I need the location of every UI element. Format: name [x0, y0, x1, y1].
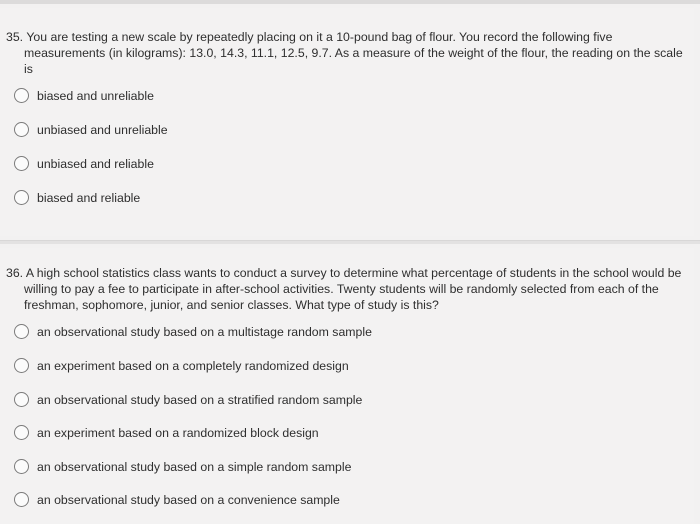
question-36-options [0, 248, 694, 524]
q35-option-4[interactable] [14, 190, 140, 205]
q35-option-1[interactable] [14, 88, 154, 103]
radio-button[interactable] [14, 156, 29, 171]
q35-option-1-label: biased and unreliable [37, 88, 154, 103]
q36-option-2-label: an experiment based on a completely randomized design [37, 358, 349, 373]
radio-button[interactable] [14, 190, 29, 205]
question-35-prompt: You are testing a new scale by repeatedly placing on it a 10-pound bag of flour. You record the following five measurements (in kilograms): 13.0, 14.3, 11.1, 12.5, 9.7. As a measure of the weight of the flour, the reading on the scale is [24, 30, 683, 76]
radio-button[interactable] [14, 324, 29, 339]
top-border [0, 0, 700, 4]
q35-option-2[interactable] [14, 122, 168, 137]
q35-option-3-label: unbiased and reliable [37, 156, 154, 171]
radio-button[interactable] [14, 122, 29, 137]
q36-option-3-label: an observational study based on a stratified random sample [37, 392, 363, 407]
q36-option-6-label: an observational study based on a convenience sample [37, 492, 340, 507]
question-35-card [0, 8, 694, 236]
q35-option-3[interactable] [14, 156, 154, 171]
q36-option-5[interactable] [14, 459, 351, 474]
radio-button[interactable] [14, 88, 29, 103]
question-36-number: 36. [6, 266, 24, 280]
q35-option-2-label: unbiased and unreliable [37, 122, 168, 137]
question-36-prompt: A high school statistics class wants to conduct a survey to determine what percentage of students in the school would be willing to pay a fee to participate in after-school activities. Twenty students will be randomly selected from each of the freshman, sophomore, junior, and senior classes. What type of study is this? [24, 266, 682, 312]
radio-button[interactable] [14, 492, 29, 507]
question-35-options [0, 8, 694, 236]
question-36-card [0, 248, 694, 524]
q36-option-4-label: an experiment based on a randomized block design [37, 425, 319, 440]
q36-option-4[interactable] [14, 425, 319, 440]
question-35-number: 35. [6, 30, 24, 44]
radio-button[interactable] [14, 459, 29, 474]
q36-option-3[interactable] [14, 392, 362, 407]
q35-option-4-label: biased and reliable [37, 190, 141, 205]
question-divider [0, 240, 700, 244]
radio-button[interactable] [14, 358, 29, 373]
q36-option-1[interactable] [14, 324, 372, 339]
q36-option-5-label: an observational study based on a simple random sample [37, 459, 352, 474]
radio-button[interactable] [14, 392, 29, 407]
q36-option-1-label: an observational study based on a multistage random sample [37, 324, 372, 339]
q36-option-6[interactable] [14, 492, 340, 507]
radio-button[interactable] [14, 425, 29, 440]
q36-option-2[interactable] [14, 358, 349, 373]
